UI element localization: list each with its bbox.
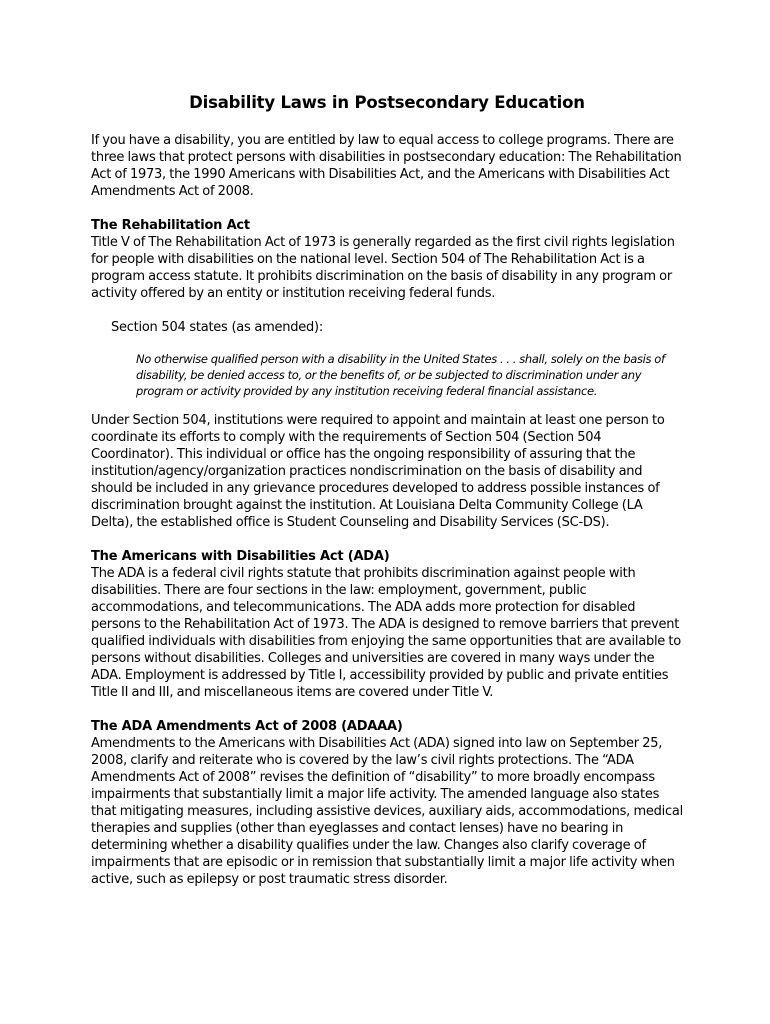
rehab-act-body: Title V of The Rehabilitation Act of 1973 is generally regarded as the first civil rights legislation for people with disabilities on the national level. Section 504 of The Rehabilitation Act is a program access statute. It prohibits discrimination on the basis of disability in any program or activity offered by an entity or institution receiving federal funds. bbox=[91, 235, 675, 301]
section-504-quote: No otherwise qualified person with a disability in the United States . . . shall, solely on the basis of disability, be denied access to, or the benefits of, or be subjected to discrimination under any program or activity provided by any institution receiving federal financial assistance. bbox=[136, 352, 665, 398]
spacer bbox=[91, 302, 683, 319]
section-504-intro: Section 504 states (as amended): bbox=[111, 320, 323, 335]
ada-heading: The Americans with Disabilities Act (ADA) bbox=[91, 549, 390, 564]
adaaa-body: Amendments to the Americans with Disabilities Act (ADA) signed into law on September 25, 2008, clarify and reiterate who is covered by the law’s civil rights protections. The “ADA Amendments Act of 2008” revises the definition of “disability” to more broadly encompass impairments that substantially limit a major life activity. The amended language also states that mitigating measures, including assistive devices, auxiliary aids, accommodations, medical therapies and supplies (other than eyeglasses and contact lenses) have no bearing in determining whether a disability qualifies under the law. Changes also clarify coverage of impairments that are episodic or in remission that substantially limit a major life activity when active, such as epilepsy or post traumatic stress disorder. bbox=[91, 736, 683, 887]
section-504-coordinator-paragraph: Under Section 504, institutions were required to appoint and maintain at least one person to coordinate its efforts to comply with the requirements of Section 504 (Section 504 Coordinator). This individual or office has the ongoing responsibility of assuring that the institution/agency/organization practices nondiscrimination on the basis of disability and should be included in any grievance procedures developed to address possible instances of discrimination brought against the institution. At Louisiana Delta Community College (LA Delta), the established office is Student Counseling and Disability Services (SC-DS). bbox=[91, 413, 665, 530]
spacer bbox=[91, 200, 683, 217]
intro-paragraph: If you have a disability, you are entitled by law to equal access to college programs. There are three laws that protect persons with disabilities in postsecondary education: The Rehabilitation Act of 1973, the 1990 Americans with Disabilities Act, and the Americans with Disabilities Act Amendments Act of 2008. bbox=[91, 133, 682, 199]
spacer bbox=[91, 701, 683, 718]
rehab-act-heading: The Rehabilitation Act bbox=[91, 218, 250, 233]
adaaa-heading: The ADA Amendments Act of 2008 (ADAAA) bbox=[91, 719, 403, 734]
document-title: Disability Laws in Postsecondary Education bbox=[189, 93, 585, 112]
spacer bbox=[91, 399, 683, 412]
document-page bbox=[91, 92, 683, 888]
ada-body: The ADA is a federal civil rights statute that prohibits discrimination against people with disabilities. There are four sections in the law: employment, government, public accommodations, and telecommunications. The ADA adds more protection for disabled persons to the Rehabilitation Act of 1973. The ADA is designed to remove barriers that prevent qualified individuals with disabilities from enjoying the same opportunities that are available to persons without disabilities. Colleges and universities are covered in many ways under the ADA. Employment is addressed by Title I, accessibility provided by public and private entities Title II and III, and miscellaneous items are covered under Title V. bbox=[91, 566, 681, 700]
spacer bbox=[91, 531, 683, 548]
